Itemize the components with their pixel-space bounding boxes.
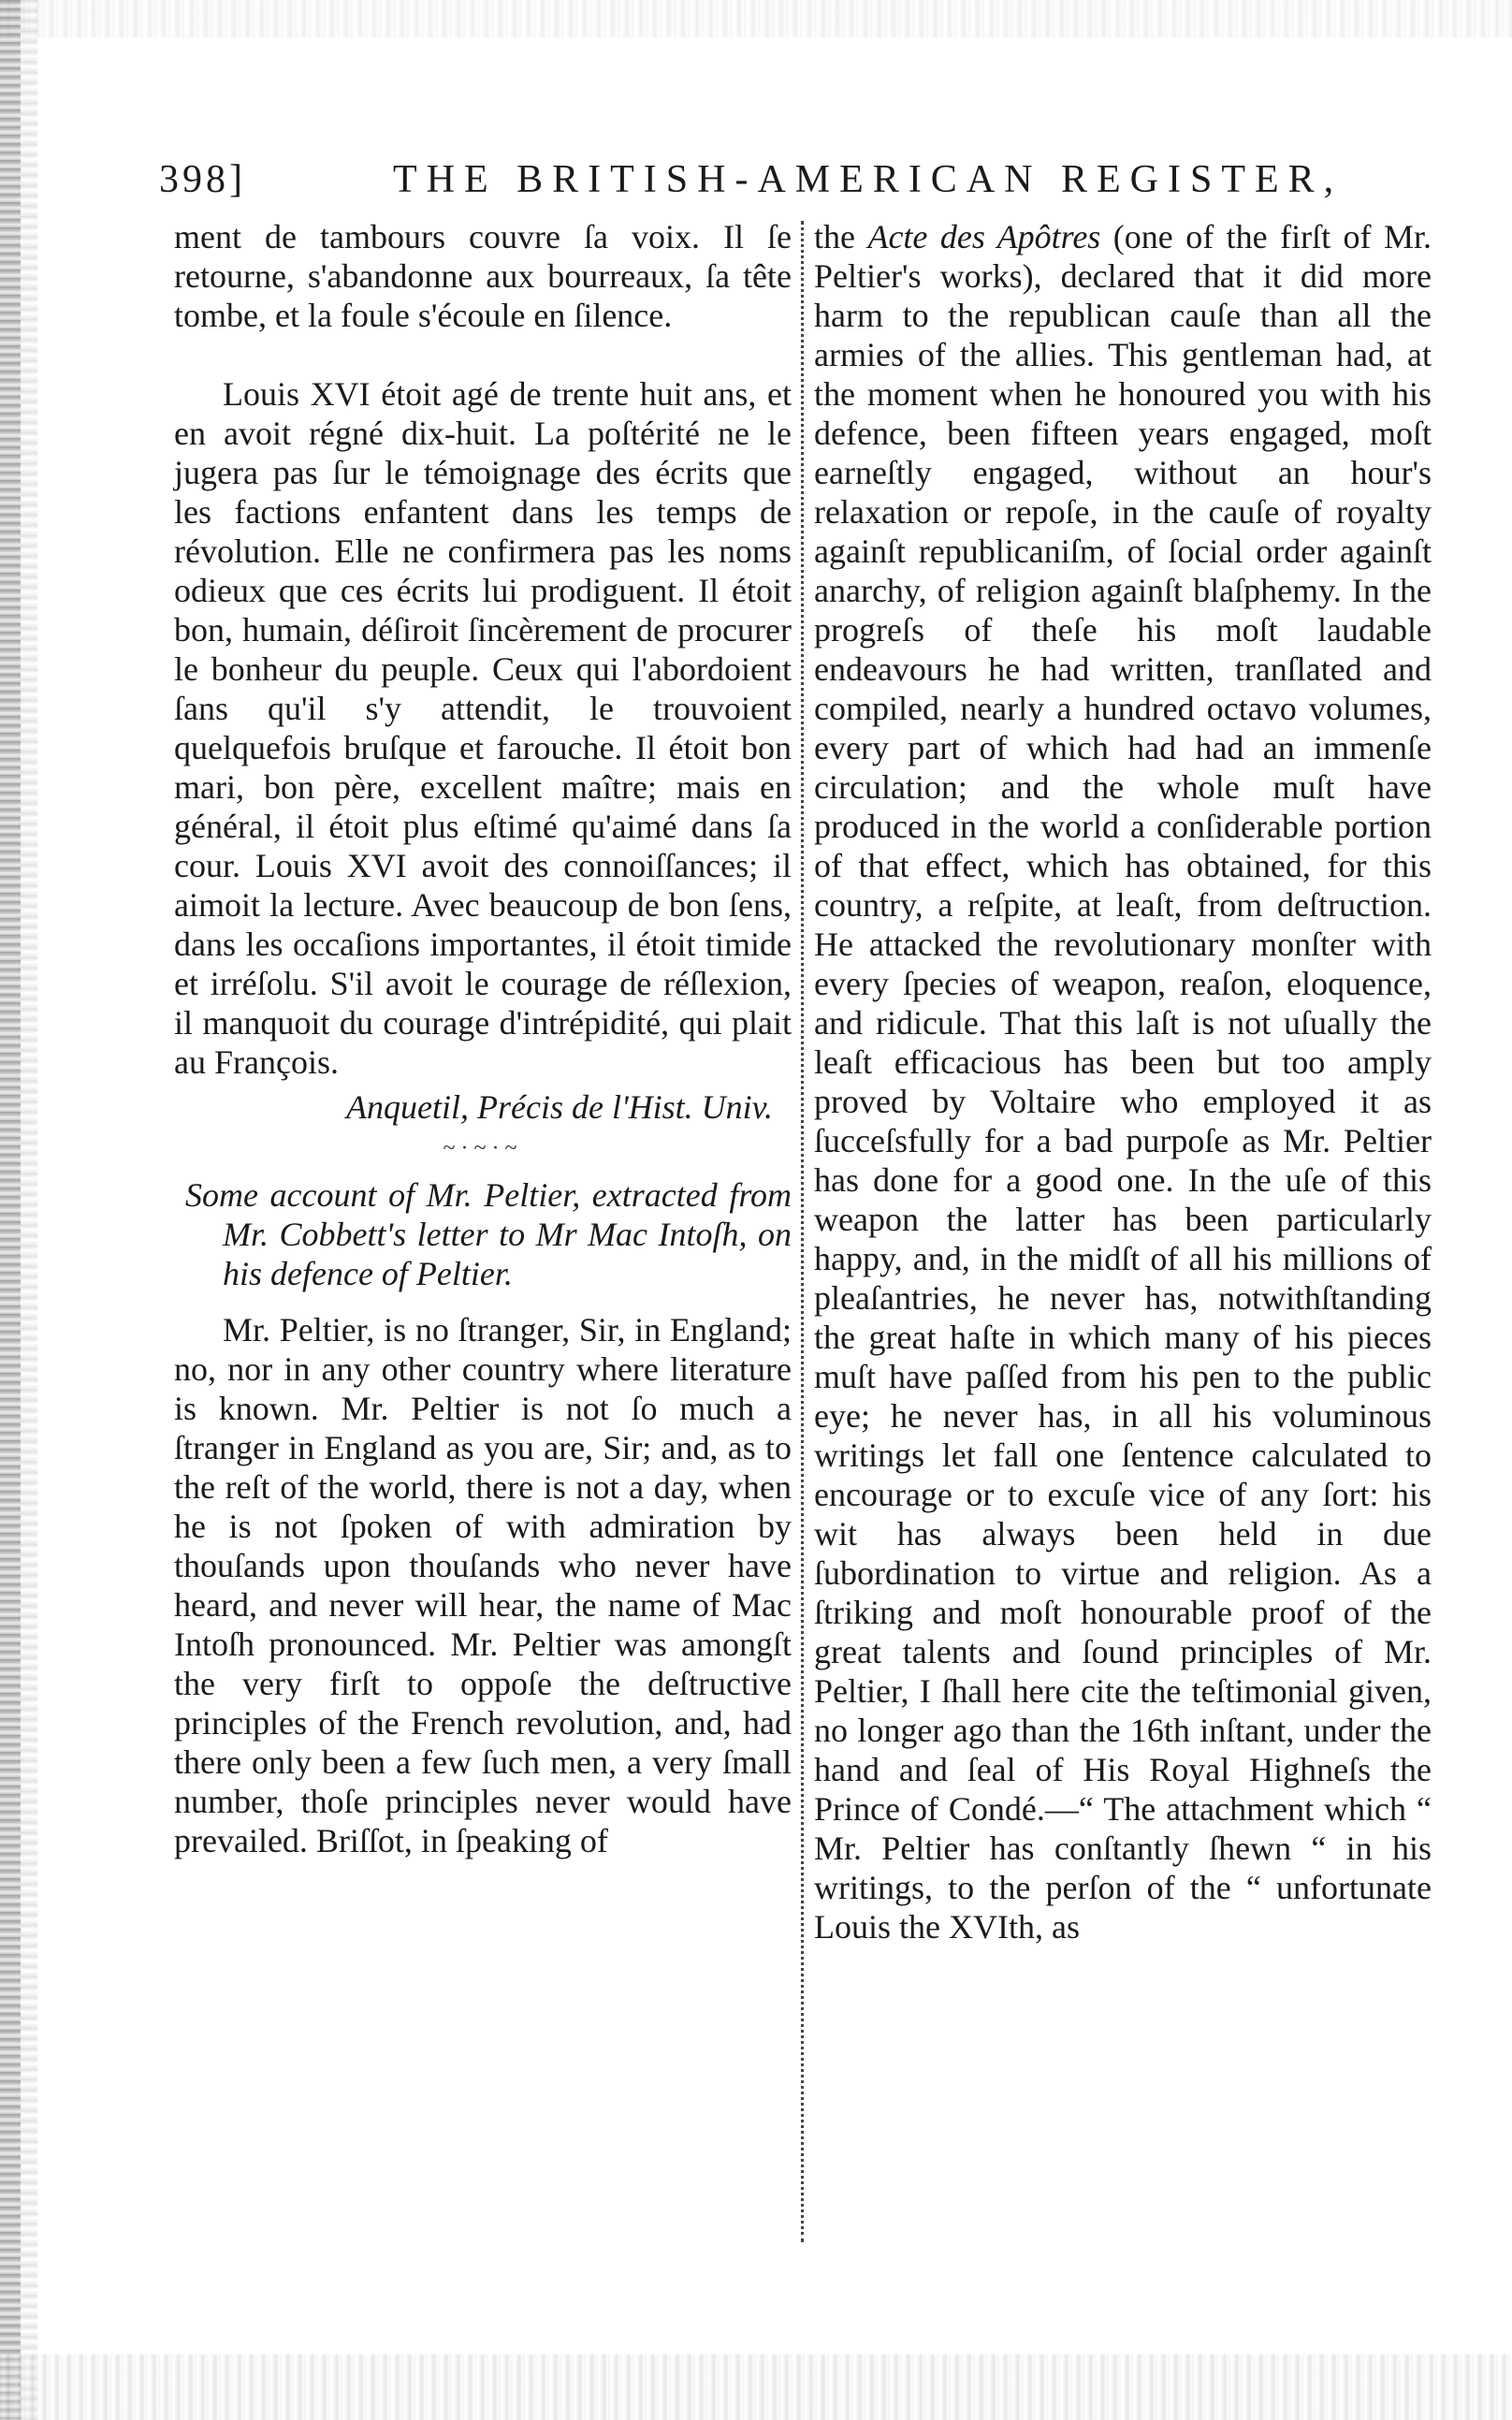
running-title: THE BRITISH-AMERICAN REGISTER, xyxy=(393,158,1344,201)
peltier-paragraph: Mr. Peltier, is no ſtranger, Sir, in England; no, nor in any other country where literature is known. Mr. Peltier is not ſo much a ſtranger in England as you are, Sir; and, as to the reſt of the world, there is not a day, when he is not ſpoken of with admiration by thouſands upon thouſands who never have heard, and never will hear, the name of Mac Intoſh pronounced. Mr. Peltier was amongſt the very firſt to oppoſe the deſtructive principles of the French revolution, and, had there only been a few ſuch men, a very ſmall number, thoſe principles never would have prevailed. Briſſot, in ſpeaking of xyxy=(174,1311,792,1859)
column-divider xyxy=(801,221,804,2242)
left-column xyxy=(174,217,792,1860)
paragraph-body: (one of the firſt of Mr. Peltier's works), declared that it did more harm to the republican cauſe than all the armies of the allies. This gentleman had, at the moment when he honoured you with his defence, been fifteen years engaged, moſt earneſtly engaged, without an hour's relaxation or repoſe, in the cauſe of royalty againſt republicaniſm, of ſocial order againſt anarchy, of religion againſt blaſphemy. In the progreſs of theſe his moſt laudable endeavours he had written, tranſlated and compiled, nearly a hundred octavo volumes, every part of which had had an immenſe circulation; and the whole muſt have produced in the world a conſiderable portion of that effect, which has obtained, for this country, a reſpite, at leaſt, from deſtruction. He attacked the revolutionary monſter with every ſpecies of weapon, reaſon, eloquence, and ridicule. That this laſt is not uſually the leaſt efficacious has been but too amply proved by Voltaire who employed it as ſucceſsfully for a bad purpoſe as Mr. Peltier has done for a good one. In the uſe of this weapon the latter has been particularly happy, and, in the midſt of all his millions of pleaſantries, he never has, notwithſtanding the great haſte in which many of his pieces muſt have paſſed from his pen to the public eye; he never has, in all his voluminous writings let fall one ſentence calculated to encourage or to excuſe vice of any ſort: his wit has always been held in due ſubordination to virtue and religion. As a ſtriking and moſt honourable proof of the great talents and ſound principles of Mr. Peltier, I ſhall here cite the teſtimonial given, no longer ago than the 16th inſtant, under the hand and ſeal of His Royal Highneſs the Prince of Condé.—“ The attachment which “ Mr. Peltier has conſtantly ſhewn “ in his writings, to the perſon of the “ unfortunate Louis the XVIth, as xyxy=(814,218,1432,1946)
louis-xvi-paragraph: Louis XVI étoit agé de trente huit ans, et en avoit régné dix-huit. La poſtérité ne le jugera pas ſur le témoignage des écrits que les factions enfantent dans les temps de révolution. Elle ne confirmera pas les noms odieux que ces écrits lui prodiguent. Il étoit bon, humain, déſiroit ſincèrement de procurer le bonheur du peuple. Ceux qui l'abordoient ſans qu'il s'y attendit, le trouvoient quelquefois bruſque et farouche. Il étoit bon mari, bon père, excellent maître; mais en général, il étoit plus eſtimé qu'aimé dans ſa cour. Louis XVI avoit des connoiſſances; il aimoit la lecture. Avec beaucoup de bon ſens, dans les occaſions importantes, il étoit timide et irréſolu. S'il avoit le courage de réſlexion, il manquoit du courage d'intrépidité, qui plait au François. xyxy=(174,375,792,1081)
source-attribution: Anquetil, Précis de l'Hist. Univ. xyxy=(346,1088,773,1126)
paragraph-gap xyxy=(174,335,792,374)
section-ornament: ~·~·~ xyxy=(443,1136,523,1160)
section-heading: Some account of Mr. Peltier, extracted from Mr. Cobbett's letter to Mr Mac Intoſh, on his defence of Peltier. xyxy=(185,1176,792,1292)
page-number: 398] xyxy=(159,158,246,201)
right-column-paragraph xyxy=(814,217,1432,1946)
page-binding-shadow xyxy=(21,0,37,2420)
page-edge-top xyxy=(0,0,1512,37)
page-edge-bottom xyxy=(0,2354,1512,2420)
page-binding-edge xyxy=(0,0,21,2420)
continued-paragraph: ment de tambours couvre ſa voix. Il ſe retourne, s'abandonne aux bourreaux, ſa tête tombe, et la foule s'écoule en ſilence. xyxy=(174,218,792,334)
page-header xyxy=(159,157,1432,213)
work-title: Acte des Apôtres xyxy=(867,218,1101,255)
right-column xyxy=(814,217,1432,1946)
paragraph-start: the xyxy=(814,218,855,255)
